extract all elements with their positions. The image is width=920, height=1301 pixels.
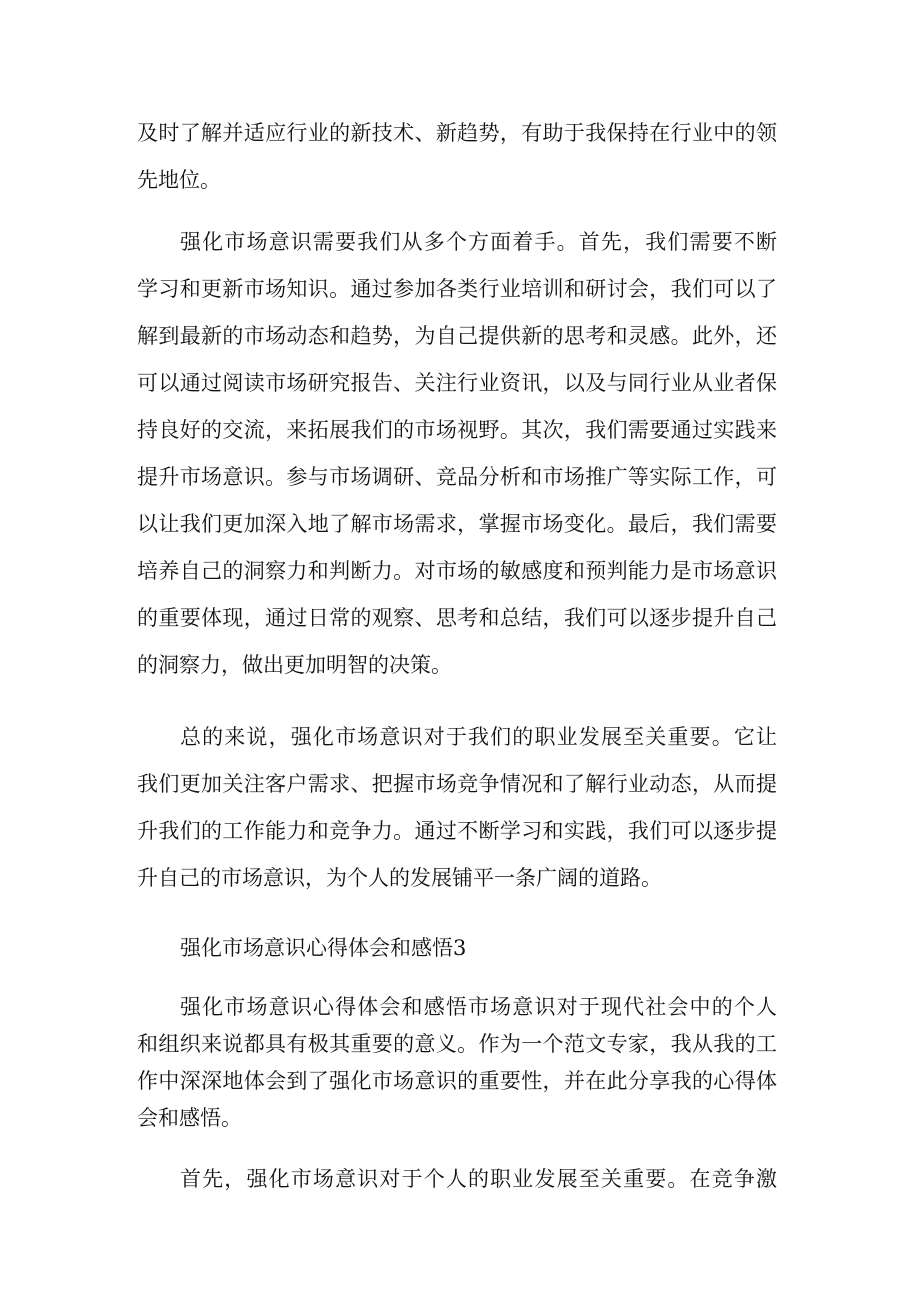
text-line: 先地位。: [137, 168, 221, 192]
text-line: 总的来说，强化市场意识对于我们的职业发展至关重要。它让: [180, 725, 777, 749]
text-line: 解到最新的市场动态和趋势，为自己提供新的思考和灵感。此外，还: [137, 324, 777, 348]
text-line: 升自己的市场意识，为个人的发展铺平一条广阔的道路。: [137, 866, 662, 890]
text-line: 培养自己的洞察力和判断力。对市场的敏感度和预判能力是市场意识: [137, 559, 777, 583]
text-line: 我们更加关注客户需求、把握市场竞争情况和了解行业动态，从而提: [137, 772, 777, 796]
section-heading: 强化市场意识心得体会和感悟3: [180, 936, 467, 960]
text-line: 作中深深地体会到了强化市场意识的重要性，并在此分享我的心得体: [137, 1069, 777, 1093]
text-line: 可以通过阅读市场研究报告、关注行业资讯，以及与同行业从业者保: [137, 371, 777, 395]
text-line: 强化市场意识需要我们从多个方面着手。首先，我们需要不断: [180, 230, 777, 254]
text-line: 首先，强化市场意识对于个人的职业发展至关重要。在竞争激: [180, 1167, 777, 1191]
text-line: 学习和更新市场知识。通过参加各类行业培训和研讨会，我们可以了: [137, 277, 777, 301]
text-line: 和组织来说都具有极其重要的意义。作为一个范文专家，我从我的工: [137, 1032, 777, 1056]
text-line: 持良好的交流，来拓展我们的市场视野。其次，我们需要通过实践来: [137, 418, 777, 442]
text-line: 提升市场意识。参与市场调研、竞品分析和市场推广等实际工作，可: [137, 465, 777, 489]
text-line: 强化市场意识心得体会和感悟市场意识对于现代社会中的个人: [180, 995, 777, 1019]
text-line: 升我们的工作能力和竞争力。通过不断学习和实践，我们可以逐步提: [137, 819, 777, 843]
text-line: 会和感悟。: [137, 1106, 242, 1130]
text-line: 的重要体现，通过日常的观察、思考和总结，我们可以逐步提升自己: [137, 606, 777, 630]
text-line: 的洞察力，做出更加明智的决策。: [137, 653, 452, 677]
text-line: 以让我们更加深入地了解市场需求，掌握市场变化。最后，我们需要: [137, 512, 777, 536]
text-line: 及时了解并适应行业的新技术、新趋势，有助于我保持在行业中的领: [137, 121, 777, 145]
